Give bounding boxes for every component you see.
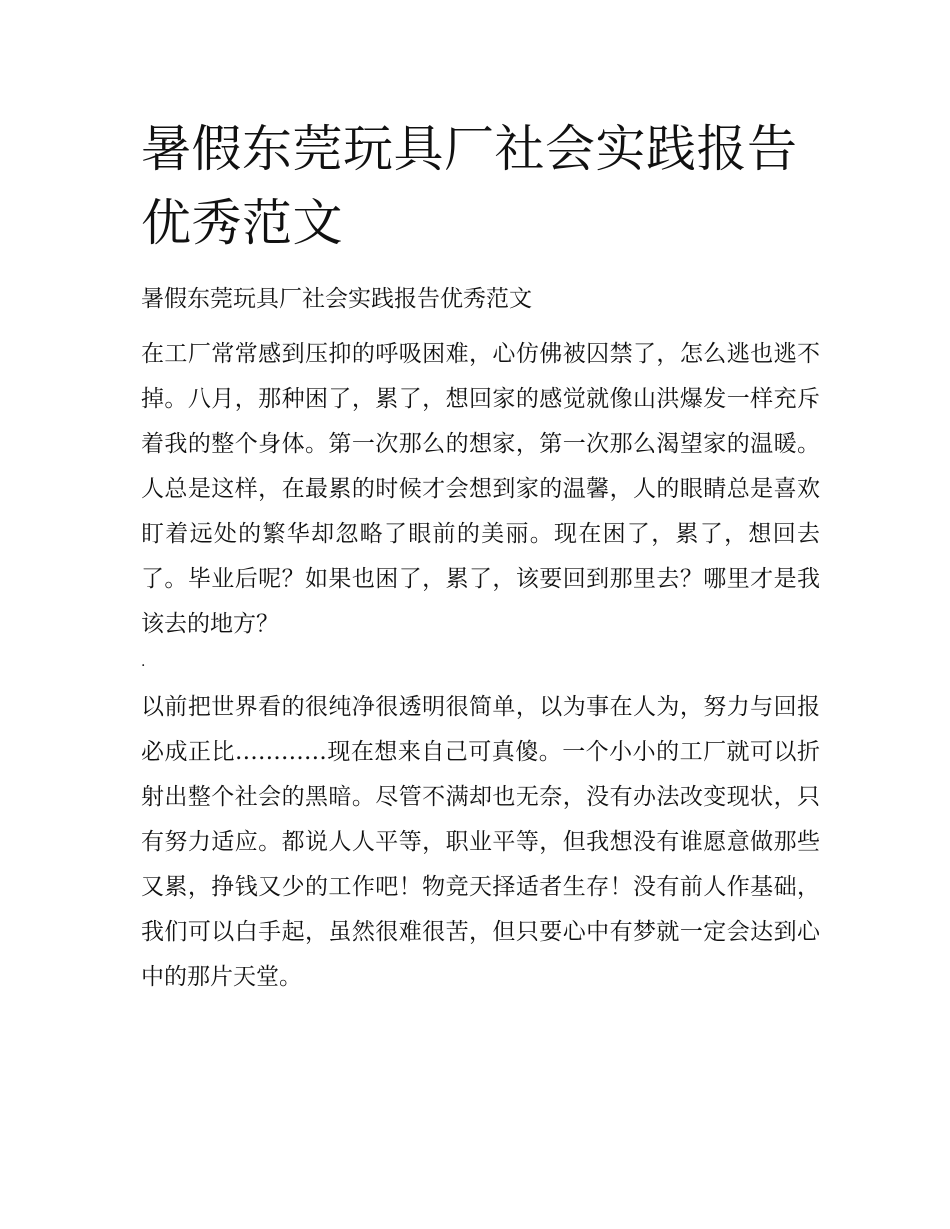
document-subtitle: 暑假东莞玩具厂社会实践报告优秀范文	[141, 286, 532, 312]
document-title: 暑假东莞玩具厂社会实践报告优秀范文	[141, 120, 798, 252]
paragraph-1: 在工厂常常感到压抑的呼吸困难，心仿佛被囚禁了，怎么逃也逃不掉。八月，那种困了，累了，想回家的感觉就像山洪爆发一样充斥着我的整个身体。第一次那么的想家，第一次那么渴望家的温暖。人总是这样，在最累的时候才会想到家的温馨，人的眼睛总是喜欢盯着远处的繁华却忽略了眼前的美丽。现在困了，累了，想回去了。毕业后呢？如果也困了，累了，该要回到那里去？哪里才是我该去的地方？	[141, 341, 820, 637]
paragraph-2: 以前把世界看的很纯净很透明很简单，以为事在人为，努力与回报必成正比…………现在想来自己可真傻。一个小小的工厂就可以折射出整个社会的黑暗。尽管不满却也无奈，没有办法改变现状，只有努力适应。都说人人平等，职业平等，但我想没有谁愿意做那些又累，挣钱又少的工作吧！物竞天择适者生存！没有前人作基础，我们可以白手起，虽然很难很苦，但只要心中有梦就一定会达到心中的那片天堂。	[141, 694, 820, 990]
separator-dot: ·	[141, 658, 146, 674]
